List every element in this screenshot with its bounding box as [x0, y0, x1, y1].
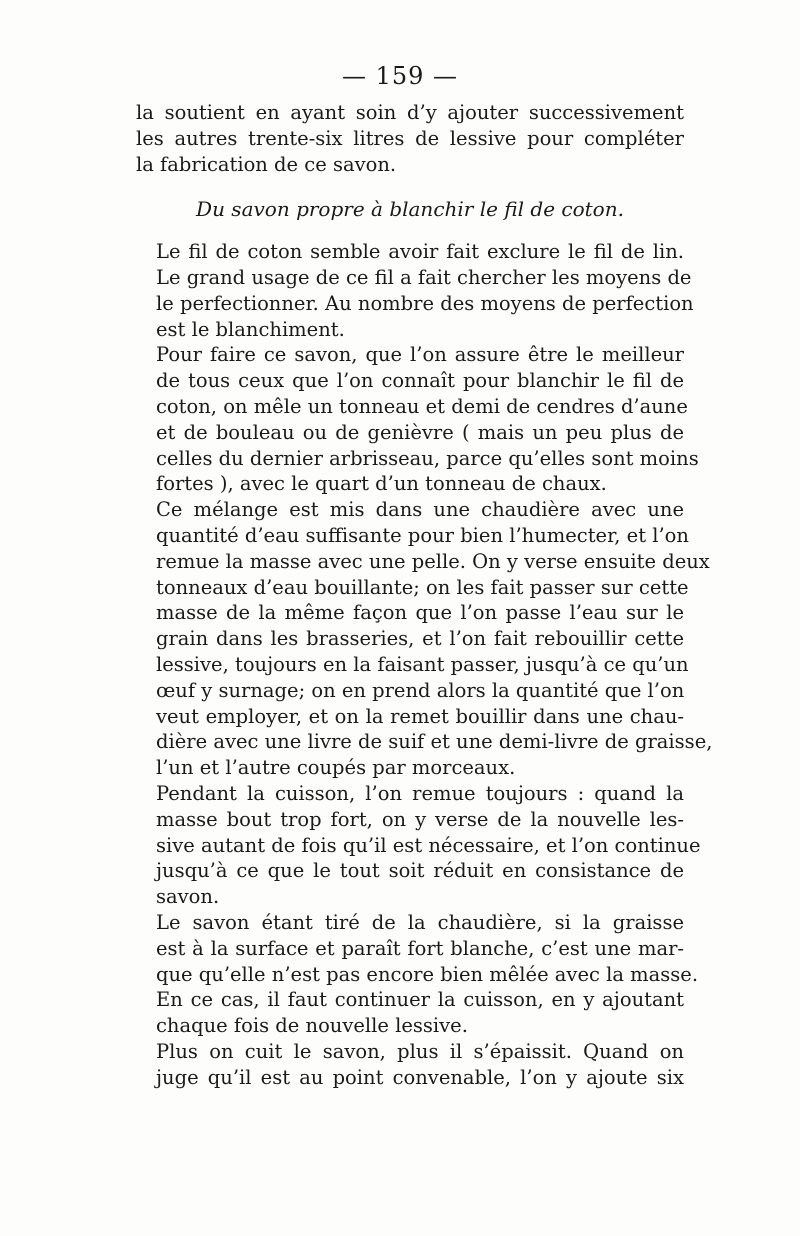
- paragraph: [136, 781, 701, 910]
- text-line: juge qu’il est au point convenable, l’on y ajoute six: [156, 1065, 684, 1089]
- text-line: Le grand usage de ce fil a fait chercher les moyens de: [156, 265, 692, 289]
- text-line: chaque fois de nouvelle lessive.: [156, 1014, 468, 1038]
- paragraph-continuation: [136, 100, 684, 177]
- text-line: grain dans les brasseries, et l’on fait rebouillir cette: [156, 627, 684, 651]
- text-line: dière avec une livre de suif et une demi-livre de graisse,: [156, 730, 713, 754]
- text-line: les autres trente-six litres de lessive pour compléter: [136, 126, 684, 150]
- text-line: œuf y surnage; on en prend alors la quantité que l’on: [156, 678, 685, 702]
- text-line: la fabrication de ce savon.: [136, 152, 397, 176]
- text-line: jusqu’à ce que le tout soit réduit en consistance de: [156, 859, 684, 883]
- paragraph: [136, 342, 699, 497]
- text-line: est le blanchiment.: [156, 317, 345, 341]
- text-line: quantité d’eau suffisante pour bien l’humecter, et l’on: [156, 523, 689, 547]
- text-line: Le savon étant tiré de la chaudière, si la graisse: [156, 910, 684, 934]
- section-heading: Du savon propre à blanchir le fil de coton.: [196, 197, 624, 222]
- text-line: savon.: [156, 885, 220, 909]
- text-line: lessive, toujours en la faisant passer, jusqu’à ce qu’un: [156, 652, 689, 676]
- text-line: est à la surface et paraît fort blanche, c’est une mar-: [156, 936, 684, 960]
- text-line: que qu’elle n’est pas encore bien mêlée avec la masse.: [156, 962, 699, 986]
- text-line: l’un et l’autre coupés par morceaux.: [156, 756, 516, 780]
- text-line: masse de la même façon que l’on passe l’eau sur le: [156, 601, 684, 625]
- text-line: En ce cas, il faut continuer la cuisson, en y ajoutant: [156, 988, 684, 1012]
- text-line: masse bout trop fort, on y verse de la nouvelle les-: [156, 807, 684, 831]
- text-line: Ce mélange est mis dans une chaudière avec une: [156, 498, 684, 522]
- text-line: de tous ceux que l’on connaît pour blanchir le fil de: [156, 369, 684, 393]
- text-line: et de bouleau ou de genièvre ( mais un peu plus de: [156, 420, 684, 444]
- text-line: fortes ), avec le quart d’un tonneau de chaux.: [156, 472, 607, 496]
- text-line: Plus on cuit le savon, plus il s’épaissit. Quand on: [156, 1039, 684, 1063]
- text-line: coton, on mêle un tonneau et demi de cendres d’aune: [156, 394, 688, 418]
- paragraph: [136, 1039, 684, 1091]
- text-line: tonneaux d’eau bouillante; on les fait passer sur cette: [156, 575, 689, 599]
- text-line: Le fil de coton semble avoir fait exclure le fil de lin.: [156, 240, 684, 264]
- text-line: Pour faire ce savon, que l’on assure être le meilleur: [156, 343, 684, 367]
- text-line: sive autant de fois qu’il est nécessaire, et l’on continue: [156, 833, 701, 857]
- text-line: celles du dernier arbrisseau, parce qu’elles sont moins: [156, 446, 699, 470]
- text-line: veut employer, et on la remet bouillir dans une chau-: [156, 704, 684, 728]
- paragraph: [136, 497, 713, 781]
- text-line: la soutient en ayant soin d’y ajouter successivement: [136, 101, 684, 124]
- text-line: Pendant la cuisson, l’on remue toujours : quand la: [156, 781, 684, 805]
- page-text: [136, 100, 713, 1090]
- text-line: remue la masse avec une pelle. On y verse ensuite deux: [156, 549, 710, 573]
- page-number: — 159 —: [341, 62, 459, 90]
- text-line: le perfectionner. Au nombre des moyens de perfection: [156, 291, 694, 315]
- paragraph: [136, 910, 699, 1039]
- paragraph: [136, 239, 694, 342]
